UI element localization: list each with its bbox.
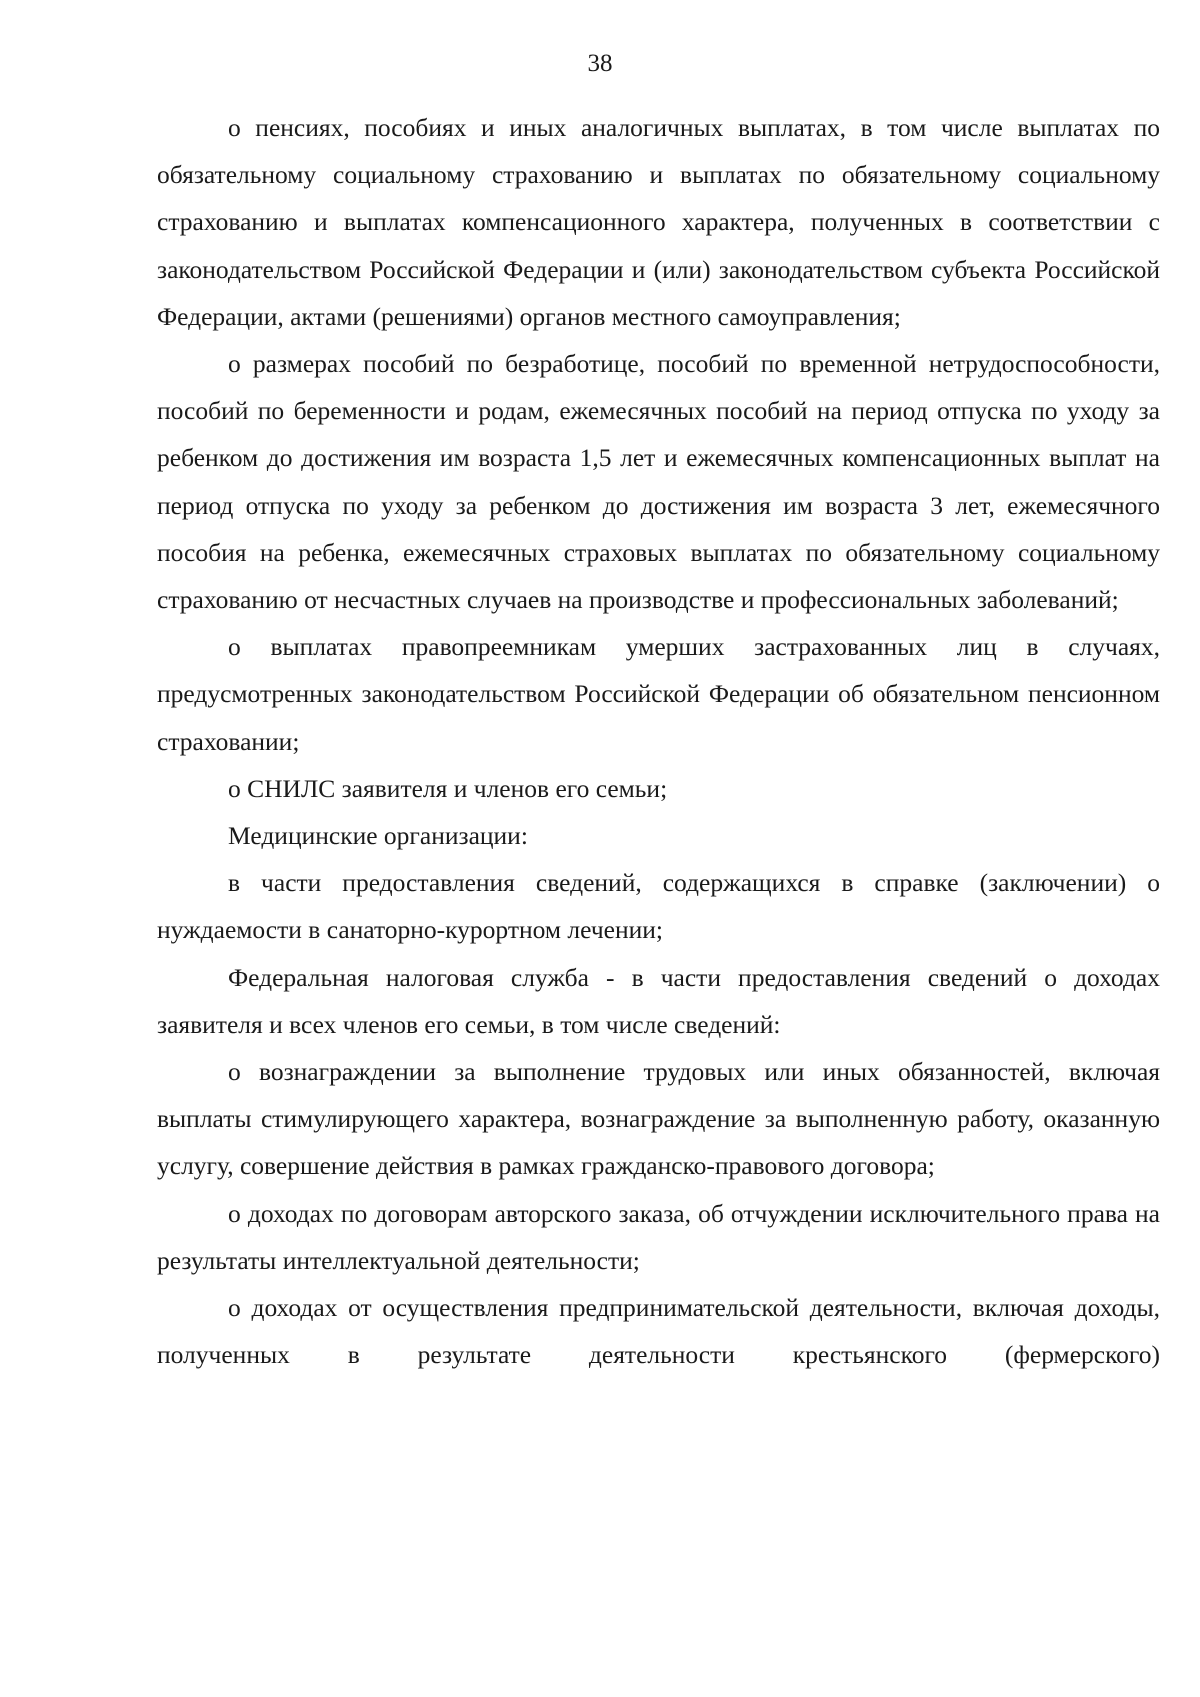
paragraph-snils: о СНИЛС заявителя и членов его семьи; bbox=[228, 773, 668, 803]
document-body bbox=[157, 104, 1160, 1378]
page-number: 38 bbox=[587, 50, 613, 77]
paragraph-sanatorium-certificate: в части предоставления сведений, содержащихся в справке (заключении) о нуждаемости в санаторно-курортном лечении; bbox=[157, 868, 1160, 945]
paragraph-pensions: о пенсиях, пособиях и иных аналогичных выплатах, в том числе выплатах по обязательному социальному страхованию и выплатах по обязательному социальному страхованию и выплатах компенсационного характера, полученных в соответствии с законодательством Российской Федерации и (или) законодательством субъекта Российской Федерации, актами (решениями) органов местного самоуправления; bbox=[157, 113, 1160, 331]
paragraph-tax-service: Федеральная налоговая служба - в части предоставления сведений о доходах заявителя и всех членов его семьи, в том числе сведений: bbox=[157, 962, 1160, 1039]
paragraph-business-income: о доходах от осуществления предпринимательской деятельности, включая доходы, полученных в результате деятельности крестьянского (фермерского) bbox=[157, 1293, 1160, 1370]
paragraph-medical-organizations: Медицинские организации: bbox=[228, 821, 528, 851]
paragraph-successor-payments: о выплатах правопреемникам умерших застрахованных лиц в случаях, предусмотренных законодательством Российской Федерации об обязательном пенсионном страховании; bbox=[157, 632, 1160, 756]
paragraph-copyright-income: о доходах по договорам авторского заказа, об отчуждении исключительного права на результаты интеллектуальной деятельности; bbox=[157, 1198, 1160, 1275]
paragraph-remuneration: о вознаграждении за выполнение трудовых или иных обязанностей, включая выплаты стимулирующего характера, вознаграждение за выполненную работу, оказанную услугу, совершение действия в рамках гражданско-правового договора; bbox=[157, 1057, 1160, 1181]
paragraph-benefit-amounts: о размерах пособий по безработице, пособий по временной нетрудоспособности, пособий по беременности и родам, ежемесячных пособий на период отпуска по уходу за ребенком до достижения им возраста 1,5 лет и ежемесячных компенсационных выплат на период отпуска по уходу за ребенком до достижения им возраста 3 лет, ежемесячного пособия на ребенка, ежемесячных страховых выплатах по обязательному социальному страхованию от несчастных случаев на производстве и профессиональных заболеваний; bbox=[157, 349, 1160, 615]
